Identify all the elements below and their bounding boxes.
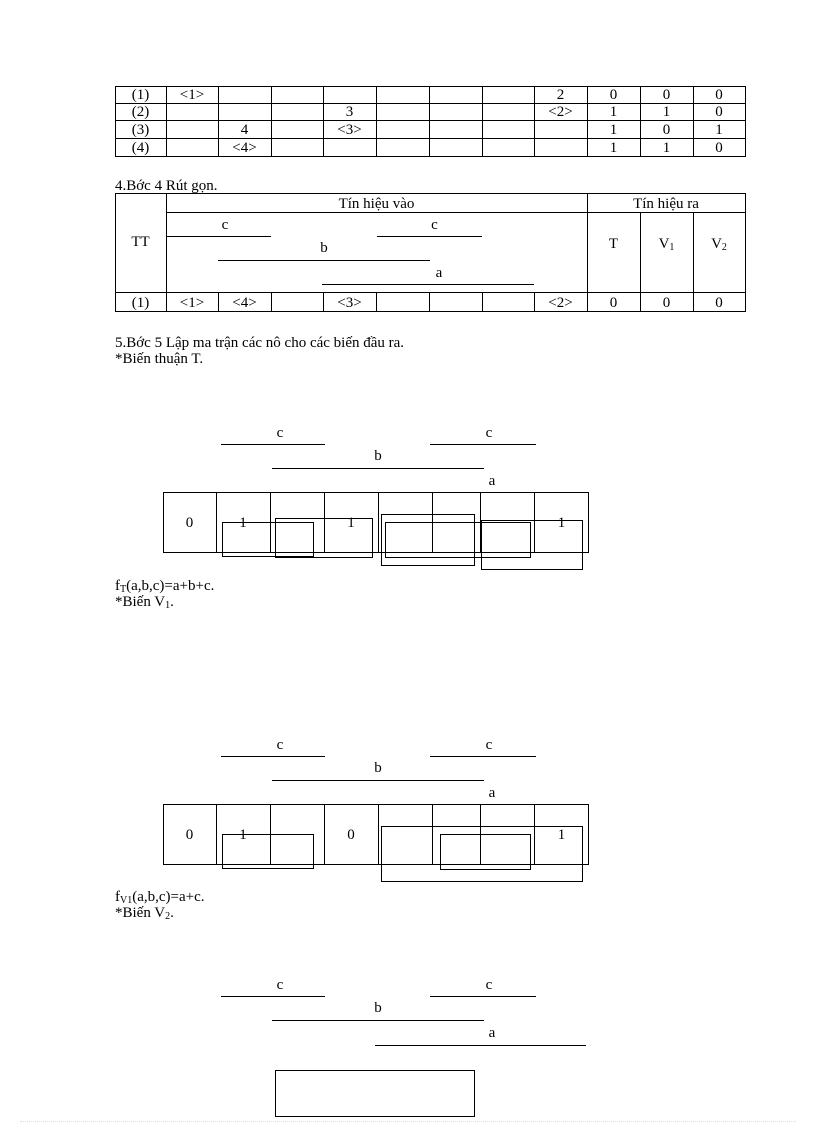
cell-V2: 0: [715, 87, 723, 103]
var-c-label: c: [485, 977, 493, 993]
var-a-label: a: [488, 473, 496, 489]
output-V1: $V_1$: [658, 236, 675, 253]
kmap-cell: 1: [557, 827, 566, 843]
cell-T: 0: [609, 87, 618, 103]
cell-V1: 1: [662, 104, 671, 120]
tt-header: TT: [131, 234, 150, 250]
footer-rule: [20, 1121, 796, 1122]
var-b-label: b: [374, 760, 382, 776]
cell-T: 0: [609, 295, 618, 311]
var-b-label: b: [320, 240, 328, 256]
group-loop: [222, 834, 314, 869]
group-loop: [275, 518, 373, 558]
var-c-label: c: [276, 977, 284, 993]
kmap-cell: 0: [185, 827, 194, 843]
cell: <2>: [548, 295, 573, 311]
formula-fT: $f_T(a,b,c)=a+b+c$.: [115, 578, 215, 595]
output-signal-header: Tín hiệu ra: [633, 196, 699, 212]
kmap-cell: 1: [239, 827, 247, 843]
var-c-label: c: [276, 737, 284, 753]
var-c-label: c: [431, 217, 438, 233]
var-a-label: a: [488, 1025, 496, 1041]
var-b-label: b: [374, 1000, 382, 1016]
output-V2: $V_2$: [711, 236, 727, 253]
cell: 4: [240, 122, 249, 138]
kmap-cell: 0: [185, 515, 194, 531]
kmap-cell: 1: [239, 515, 247, 531]
cell-V1: 0: [662, 122, 671, 138]
kmap-cell: 0: [347, 827, 355, 843]
cell: <4>: [232, 140, 257, 156]
var-c-label: c: [485, 737, 493, 753]
step5-subtitle: *Biến thuận T.: [115, 351, 204, 367]
formula-fV1: $f_{V1}(a,b,c)=a+c$.: [115, 889, 205, 906]
var-a-label: a: [488, 785, 496, 801]
kmap-cell: 1: [557, 515, 566, 531]
var-c-label: c: [276, 425, 284, 441]
cell-T: 1: [609, 122, 618, 138]
kmap-cell: 1: [347, 515, 355, 531]
row-label: (1): [131, 295, 150, 311]
cell: <1>: [179, 87, 205, 103]
cell: <3>: [337, 122, 362, 138]
row-label: (1): [131, 87, 150, 103]
cell-V1: 0: [662, 87, 671, 103]
var-b-label: b: [374, 448, 382, 464]
group-loop: [440, 834, 531, 870]
input-signal-header: Tín hiệu vào: [338, 196, 415, 212]
cell-V2: 0: [715, 140, 723, 156]
row-label: (3): [131, 122, 150, 138]
cell-V1: 0: [662, 295, 671, 311]
var-c-label: c: [221, 217, 229, 233]
row-label: (4): [131, 140, 150, 156]
cell-V2: 0: [715, 104, 723, 120]
var-a-label: a: [435, 265, 443, 281]
cell-V2: 0: [715, 295, 723, 311]
cell: <2>: [548, 104, 573, 120]
cell: <3>: [337, 295, 362, 311]
cell: 3: [345, 104, 354, 120]
cell-T: 1: [609, 140, 618, 156]
cell-T: 1: [609, 104, 618, 120]
step4-heading: 4.Bớc 4 Rút gọn.: [115, 178, 218, 194]
cell: 2: [556, 87, 565, 103]
cell: <4>: [232, 295, 257, 311]
bien-V2-heading: *Biến $V_2$.: [115, 905, 174, 922]
bien-V1-heading: *Biến $V_1$.: [115, 594, 174, 611]
group-loop: [481, 520, 583, 570]
row-label: (2): [131, 104, 150, 120]
var-c-label: c: [485, 425, 493, 441]
output-T: T: [608, 236, 619, 252]
step5-heading: 5.Bớc 5 Lập ma trận các nô cho các biến đầu ra.: [115, 335, 405, 351]
cell-V2: 1: [715, 122, 723, 138]
cell: <1>: [179, 295, 205, 311]
cell-V1: 1: [662, 140, 671, 156]
